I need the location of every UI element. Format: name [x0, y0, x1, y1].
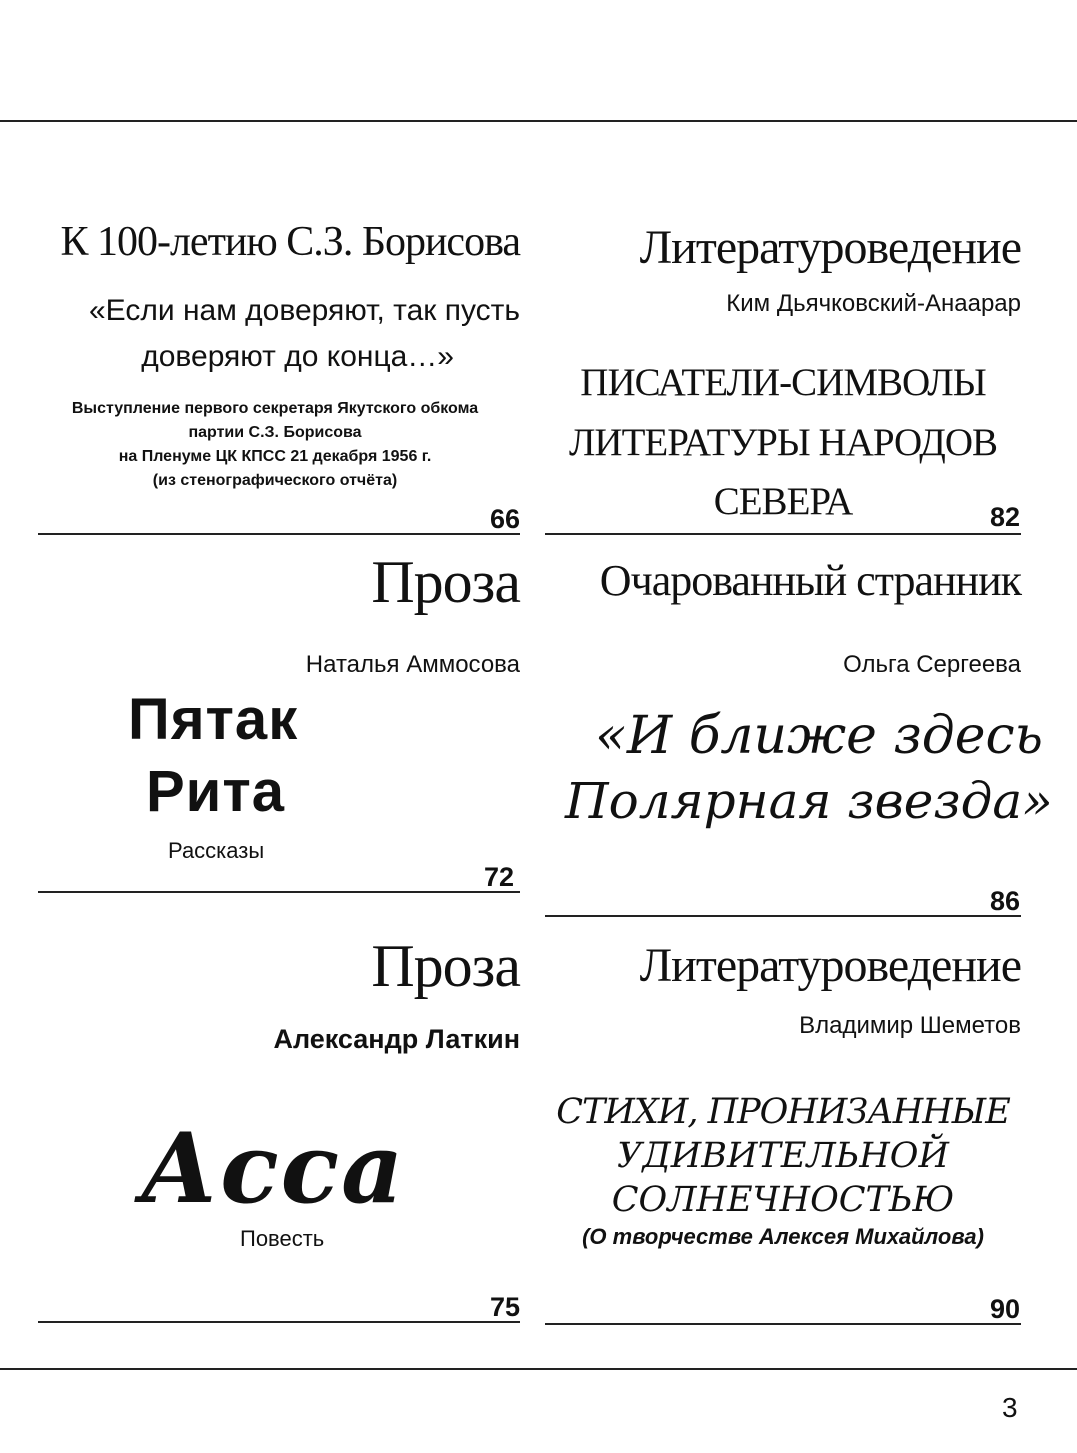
entry-divider — [545, 915, 1021, 917]
entry-title-line: ЛИТЕРАТУРЫ НАРОДОВ — [568, 421, 998, 464]
entry-title-line: «И ближе здесь — [595, 706, 1043, 766]
author-name: Ким Дьячковский-Анаарар — [726, 290, 1021, 317]
entry-title-line: СЕВЕРА — [713, 480, 853, 523]
section-rubric: Очарованный странник — [599, 556, 1021, 605]
section-rubric: Литературоведение — [639, 221, 1021, 274]
entry-subtitle-line: партии С.З. Борисова — [188, 424, 362, 441]
page-ref: 82 — [989, 502, 1020, 532]
entry-title-line: Рита — [146, 759, 286, 824]
author-name: Ольга Сергеева — [843, 651, 1021, 678]
entry-title-line: доверяют до конца…» — [141, 340, 454, 373]
entry-divider — [38, 891, 520, 893]
entry-title-line: СОЛНЕЧНОСТЬЮ — [611, 1180, 955, 1220]
page-ref: 66 — [489, 504, 520, 534]
genre-label: Рассказы — [168, 838, 265, 863]
entry-title-line: СТИХИ, ПРОНИЗАННЫЕ — [556, 1092, 1010, 1132]
author-name: Владимир Шеметов — [799, 1012, 1021, 1039]
top-rule — [0, 120, 1077, 122]
author-name: Александр Латкин — [273, 1024, 520, 1054]
entry-subtitle-line: Выступление первого секретаря Якутского обкома — [71, 400, 479, 417]
section-rubric: Проза — [371, 933, 520, 999]
entry-title-line: Полярная звезда» — [565, 772, 1053, 830]
entry-divider — [38, 533, 520, 535]
section-rubric: К 100-летию С.З. Борисова — [60, 219, 520, 265]
entry-title-line: «Если нам доверяют, так пусть — [89, 294, 520, 327]
author-name: Наталья Аммосова — [305, 651, 520, 678]
entry-divider — [545, 533, 1021, 535]
section-rubric: Литературоведение — [639, 939, 1021, 992]
page-ref: 72 — [483, 862, 514, 892]
entry-title-line: Пятак — [128, 687, 299, 752]
entry-subtitle-line: на Пленуме ЦК КПСС 21 декабря 1956 г. — [118, 448, 432, 465]
genre-label: Повесть — [240, 1226, 325, 1251]
entry-subtitle: (О творчестве Алексея Михайлова) — [582, 1224, 984, 1249]
page-number: 3 — [1002, 1392, 1018, 1423]
section-rubric: Проза — [371, 549, 520, 615]
entry-title-line: ПИСАТЕЛИ-СИМВОЛЫ — [580, 361, 986, 404]
entry-title: Асса — [140, 1112, 406, 1225]
page-ref: 75 — [489, 1292, 520, 1322]
entry-title-line: УДИВИТЕЛЬНОЙ — [617, 1136, 949, 1176]
entry-divider — [545, 1323, 1021, 1325]
entry-subtitle-line: (из стенографического отчёта) — [152, 472, 398, 489]
page-ref: 86 — [989, 886, 1020, 916]
entry-divider — [38, 1321, 520, 1323]
page-ref: 90 — [989, 1294, 1020, 1324]
bottom-rule — [0, 1368, 1077, 1370]
